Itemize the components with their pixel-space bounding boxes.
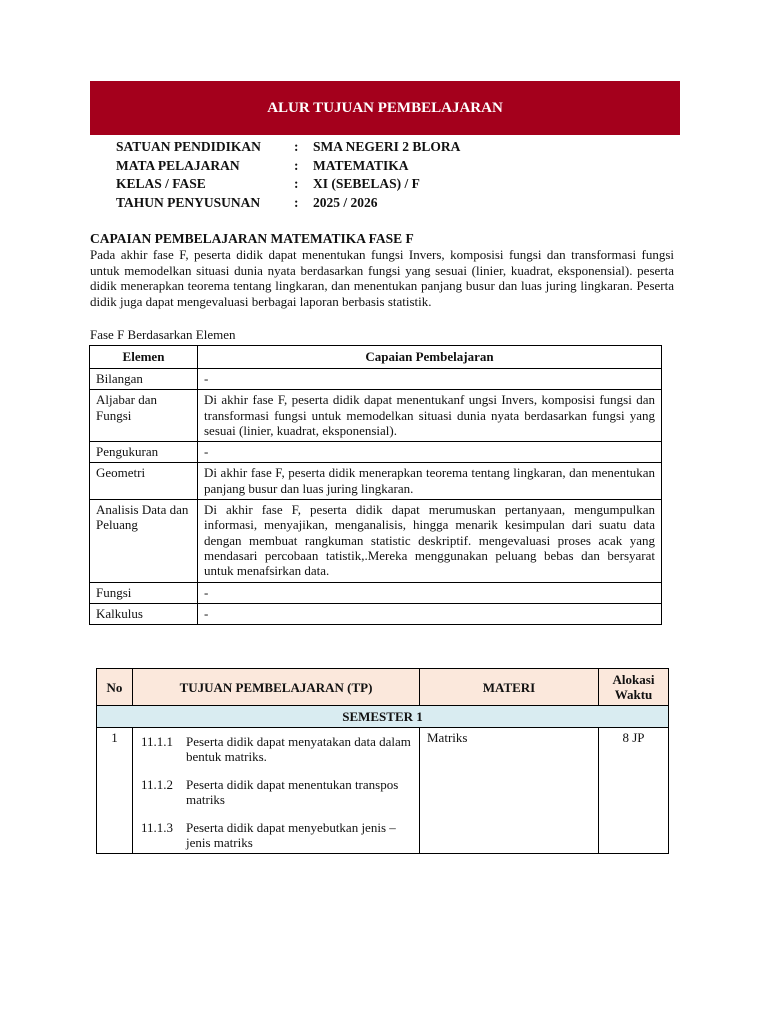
column-header-capaian: Capaian Pembelajaran — [198, 346, 662, 369]
no-cell: 1 — [97, 728, 133, 854]
table-row — [90, 442, 662, 463]
info-row — [116, 194, 460, 213]
info-row — [116, 175, 460, 194]
capaian-cell: - — [198, 582, 662, 603]
info-key: MATA PELAJARAN — [116, 157, 240, 173]
fase-label: Fase F Berdasarkan Elemen — [90, 327, 236, 342]
table-row — [90, 390, 662, 442]
column-header-materi: MATERI — [420, 669, 599, 706]
elemen-cell: Bilangan — [90, 369, 198, 390]
info-row — [116, 157, 460, 176]
info-block — [116, 138, 460, 212]
capaian-cell: Di akhir fase F, peserta didik menerapkan teorema tentang lingkaran, dan menentukan panjang busur dan luas juring lingkaran. — [198, 463, 662, 500]
table-row — [97, 728, 669, 854]
info-separator: : — [294, 139, 299, 154]
column-header-alokasi: Alokasi Waktu — [599, 669, 669, 706]
capaian-cell: Di akhir fase F, peserta didik dapat menentukanf ungsi Invers, komposisi fungsi dan transformasi fungsi untuk memodelkan situasi dunia nyata berdasarkan fungsi yang sesuai (linier, kuadrat, eksponensial). — [198, 390, 662, 442]
elemen-table — [89, 345, 662, 625]
elemen-cell: Kalkulus — [90, 603, 198, 624]
table-header-row — [90, 346, 662, 369]
info-key: KELAS / FASE — [116, 176, 206, 191]
tp-number: 11.1.1 — [141, 734, 174, 749]
table-header-row — [97, 669, 669, 706]
column-header-elemen: Elemen — [90, 346, 198, 369]
alokasi-cell: 8 JP — [599, 728, 669, 854]
tp-table — [96, 668, 669, 854]
tp-item — [141, 777, 411, 807]
info-separator: : — [294, 194, 299, 210]
table-row — [90, 603, 662, 624]
tp-item — [141, 820, 411, 850]
column-header-no: No — [97, 669, 133, 706]
semester-label: SEMESTER 1 — [97, 706, 669, 728]
elemen-cell: Geometri — [90, 463, 198, 500]
materi-cell: Matriks — [420, 728, 599, 854]
tp-cell — [133, 728, 420, 854]
tp-number: 11.1.2 — [141, 777, 174, 792]
tp-text: Peserta didik dapat menyebutkan jenis – jenis matriks — [186, 820, 396, 850]
info-value: 2025 / 2026 — [313, 194, 378, 210]
info-separator: : — [294, 157, 299, 173]
elemen-cell: Analisis Data dan Peluang — [90, 500, 198, 582]
info-value: XI (SEBELAS) / F — [313, 176, 420, 191]
column-header-tp: TUJUAN PEMBELAJARAN (TP) — [133, 669, 420, 706]
info-value: SMA NEGERI 2 BLORA — [313, 139, 461, 154]
page-title: ALUR TUJUAN PEMBELAJARAN — [90, 81, 680, 135]
capaian-text: Pada akhir fase F, peserta didik dapat menentukan fungsi Invers, komposisi fungsi dan transformasi fungsi untuk memodelkan situasi dunia nyata berdasarkan fungsi yang sesuai (linier, kuadrat, eksponensial). peserta didik menerapkan teorema tentang lingkaran, dan menentukan panjang busur dan luas juring lingkaran. Peserta didik juga dapat mengevaluasi berbagai laporan berbasis statistik. — [90, 247, 674, 310]
semester-row — [97, 706, 669, 728]
elemen-cell: Fungsi — [90, 582, 198, 603]
info-row — [116, 138, 460, 157]
table-row — [90, 582, 662, 603]
capaian-cell: - — [198, 442, 662, 463]
info-key: SATUAN PENDIDIKAN — [116, 139, 261, 154]
elemen-cell: Pengukuran — [90, 442, 198, 463]
tp-number: 11.1.3 — [141, 820, 174, 835]
info-value: MATEMATIKA — [313, 157, 409, 173]
elemen-cell: Aljabar dan Fungsi — [90, 390, 198, 442]
capaian-cell: Di akhir fase F, peserta didik dapat merumuskan pertanyaan, mengumpulkan informasi, menyajikan, menganalisis, hingga menarik kesimpulan dari suatu data dengan membuat rangkuman statistic deskriptif. mengevaluasi proses acak yang mendasari percobaan tatistik,.Mereka menggunakan peluang bebas dan bersyarat untuk menafsirkan data. — [198, 500, 662, 582]
tp-item — [141, 734, 411, 764]
tp-text: Peserta didik dapat menyatakan data dalam bentuk matriks. — [186, 734, 411, 764]
info-separator: : — [294, 176, 299, 191]
table-row — [90, 500, 662, 582]
capaian-cell: - — [198, 369, 662, 390]
capaian-title: CAPAIAN PEMBELAJARAN MATEMATIKA FASE F — [90, 231, 414, 246]
tp-text: Peserta didik dapat menentukan transpos matriks — [186, 777, 399, 807]
table-row — [90, 463, 662, 500]
capaian-cell: - — [198, 603, 662, 624]
table-row — [90, 369, 662, 390]
info-key: TAHUN PENYUSUNAN — [116, 194, 261, 210]
